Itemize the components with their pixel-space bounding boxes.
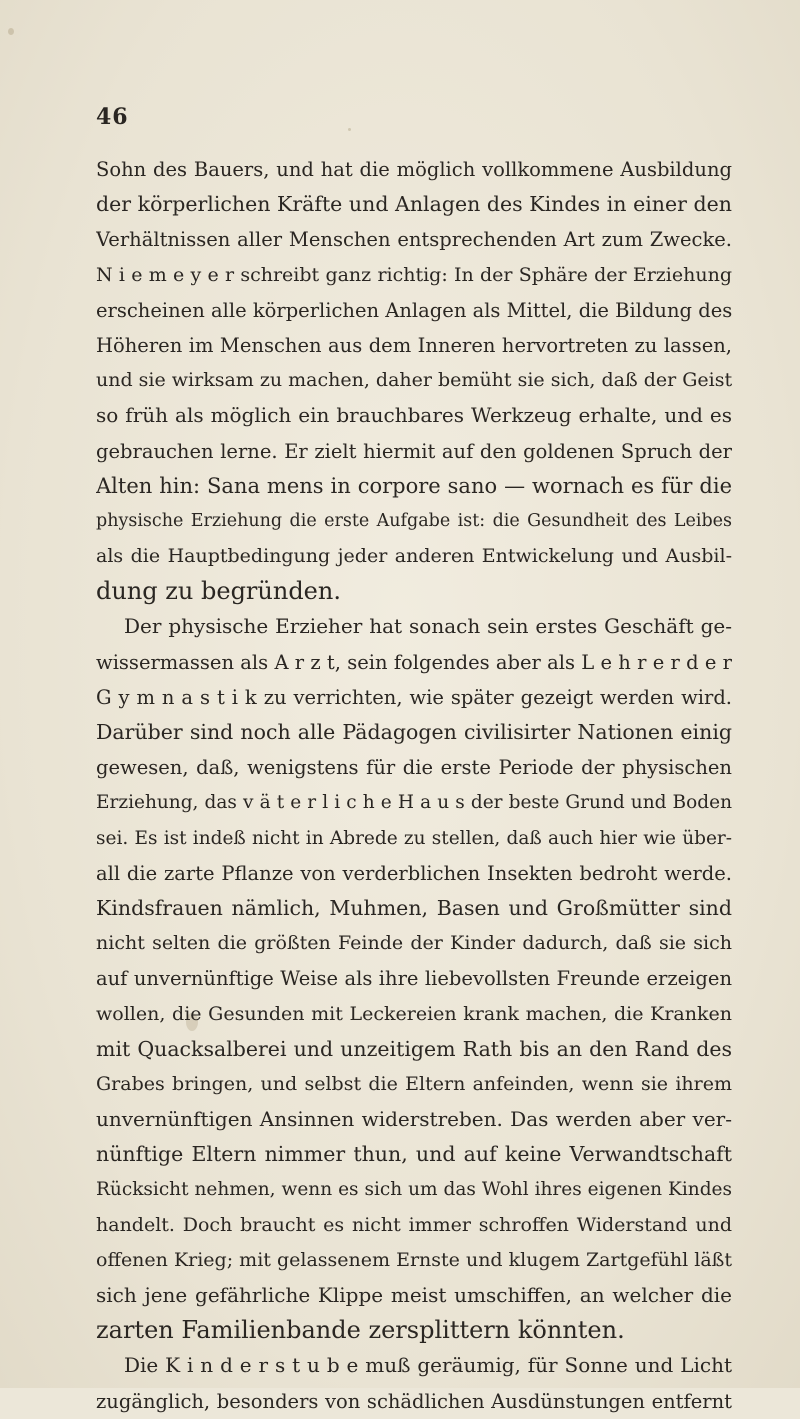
text-line: Darüber sind noch alle Pädagogen civilisirter Nationen einig	[96, 720, 732, 744]
text-line: sei. Es ist indeß nicht in Abrede zu stellen, daß auch hier wie über-	[96, 827, 732, 849]
text-line: Erziehung, das v ä t e r l i c h e H a u s der beste Grund und Boden	[96, 792, 732, 814]
text-line: mit Quacksalberei und unzeitigem Rath bis an den Rand des	[96, 1036, 732, 1061]
text-line: Kindsfrauen nämlich, Muhmen, Basen und Großmütter sind	[96, 895, 732, 920]
text-line: handelt. Doch braucht es nicht immer schroffen Widerstand und	[96, 1213, 732, 1236]
text-line: all die zarte Pflanze von verderblichen Insekten bedroht werde.	[96, 861, 732, 885]
paper-stain	[348, 128, 351, 131]
text-line: und sie wirksam zu machen, daher bemüht sie sich, daß der Geist	[96, 369, 732, 392]
text-line: N i e m e y e r schreibt ganz richtig: In der Sphäre der Erziehung	[96, 263, 732, 286]
text-line: Alten hin: Sana mens in corpore sano — wornach es für die	[96, 473, 732, 498]
text-line: physische Erziehung die erste Aufgabe ist: die Gesundheit des Leibes	[96, 510, 732, 531]
text-line: Höheren im Menschen aus dem Inneren hervortreten zu lassen,	[96, 333, 732, 357]
text-line: Die K i n d e r s t u b e muß geräumig, für Sonne und Licht	[124, 1353, 732, 1378]
text-line: G y m n a s t i k zu verrichten, wie später gezeigt werden wird.	[96, 685, 732, 709]
text-line: sich jene gefährliche Klippe meist umschiffen, an welcher die	[96, 1283, 732, 1307]
text-line: offenen Krieg; mit gelassenem Ernste und klugem Zartgefühl läßt	[96, 1248, 732, 1271]
text-line: unvernünftigen Ansinnen widerstreben. Das werden aber ver-	[96, 1107, 732, 1132]
text-line: gebrauchen lerne. Er zielt hiermit auf den goldenen Spruch der	[96, 439, 732, 463]
text-line: wissermassen als A r z t, sein folgendes aber als L e h r e r d e r	[96, 650, 732, 674]
page-number: 46	[96, 104, 129, 130]
text-line: dung zu begründen.	[96, 577, 341, 606]
text-line: erscheinen alle körperlichen Anlagen als Mittel, die Bildung des	[96, 298, 732, 322]
text-line: wollen, die Gesunden mit Leckereien krank machen, die Kranken	[96, 1002, 732, 1025]
text-line: so früh als möglich ein brauchbares Werkzeug erhalte, und es	[96, 403, 732, 428]
text-line: nünftige Eltern nimmer thun, und auf keine Verwandtschaft	[96, 1142, 732, 1167]
text-line: nicht selten die größten Feinde der Kinder dadurch, daß sie sich	[96, 932, 732, 955]
text-line: Sohn des Bauers, und hat die möglich vollkommene Ausbildung	[96, 158, 732, 181]
text-line: Grabes bringen, und selbst die Eltern anfeinden, wenn sie ihrem	[96, 1072, 732, 1095]
text-line: auf unvernünftige Weise als ihre liebevollsten Freunde erzeigen	[96, 967, 732, 991]
text-line: Der physische Erzieher hat sonach sein erstes Geschäft ge-	[124, 614, 732, 639]
text-line: Rücksicht nehmen, wenn es sich um das Wohl ihres eigenen Kindes	[96, 1179, 732, 1201]
text-line: zarten Familienbande zersplittern könnten.	[96, 1316, 625, 1345]
text-line: gewesen, daß, wenigstens für die erste Periode der physischen	[96, 756, 732, 780]
text-line: als die Hauptbedingung jeder anderen Entwickelung und Ausbil-	[96, 545, 732, 568]
text-line: zugänglich, besonders von schädlichen Ausdünstungen entfernt	[96, 1389, 732, 1413]
paper-stain	[8, 28, 14, 35]
text-line: der körperlichen Kräfte und Anlagen des Kindes in einer den	[96, 192, 732, 217]
body-text	[96, 152, 732, 1419]
text-line: Verhältnissen aller Menschen entsprechenden Art zum Zwecke.	[96, 228, 732, 252]
